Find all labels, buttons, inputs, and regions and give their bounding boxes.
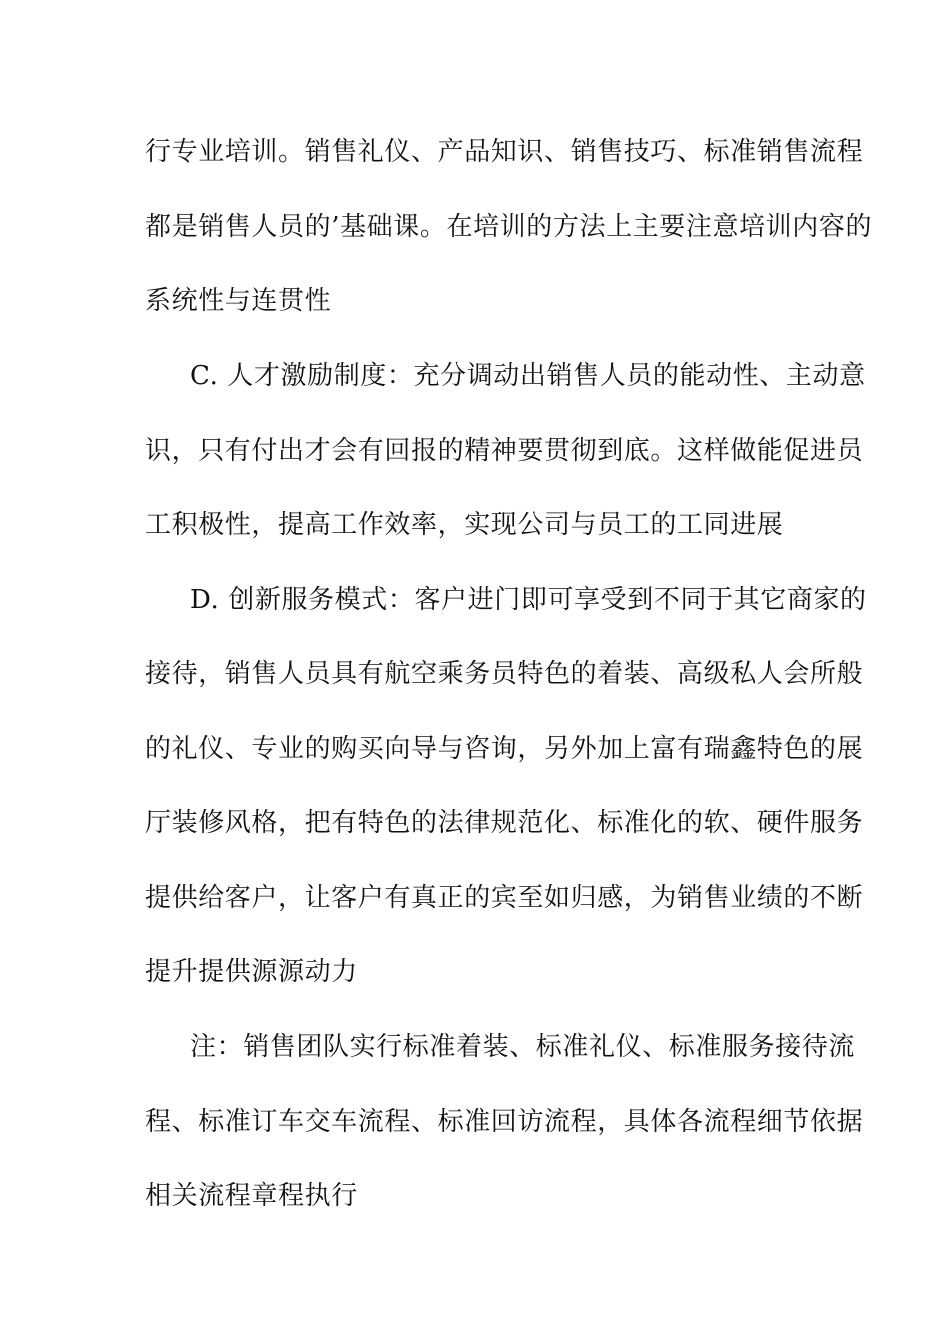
text-line-13: 注：销售团队实行标准着装、标准礼仪、标准服务接待流 — [190, 1032, 856, 1062]
text-line-14: 程、标准订车交车流程、标准回访流程，具体各流程细节依据 — [145, 1107, 864, 1137]
text-line-1: 行专业培训。销售礼仪、产品知识、销售技巧、标准销售流程 — [145, 137, 864, 167]
text-line-11: 提供给客户，让客户有真正的宾至如归感，为销售业绩的不断 — [145, 883, 864, 913]
text-line-9: 的礼仪、专业的购买向导与咨询，另外加上富有瑞鑫特色的展 — [145, 734, 864, 764]
text-line-8: 接待，销售人员具有航空乘务员特色的着装、高级私人会所般 — [145, 659, 864, 689]
text-line-10: 厅装修风格，把有特色的法律规范化、标准化的软、硬件服务 — [145, 808, 864, 838]
text-line-6: 工积极性，提高工作效率，实现公司与员工的工同进展 — [145, 510, 784, 540]
text-line-15: 相关流程章程执行 — [145, 1181, 358, 1211]
text-line-5: 识，只有付出才会有回报的精神要贯彻到底。这样做能促进员 — [145, 436, 864, 466]
text-line-12: 提升提供源源动力 — [145, 957, 358, 987]
text-line-7: D. 创新服务模式：客户进门即可享受到不同于其它商家的 — [190, 585, 867, 615]
text-line-3: 系统性与连贯性 — [145, 286, 332, 316]
text-line-4: C. 人才激励制度：充分调动出销售人员的能动性、主动意 — [190, 361, 866, 391]
text-line-2: 都是销售人员的’基础课。在培训的方法上主要注意培训内容的 — [145, 212, 873, 242]
